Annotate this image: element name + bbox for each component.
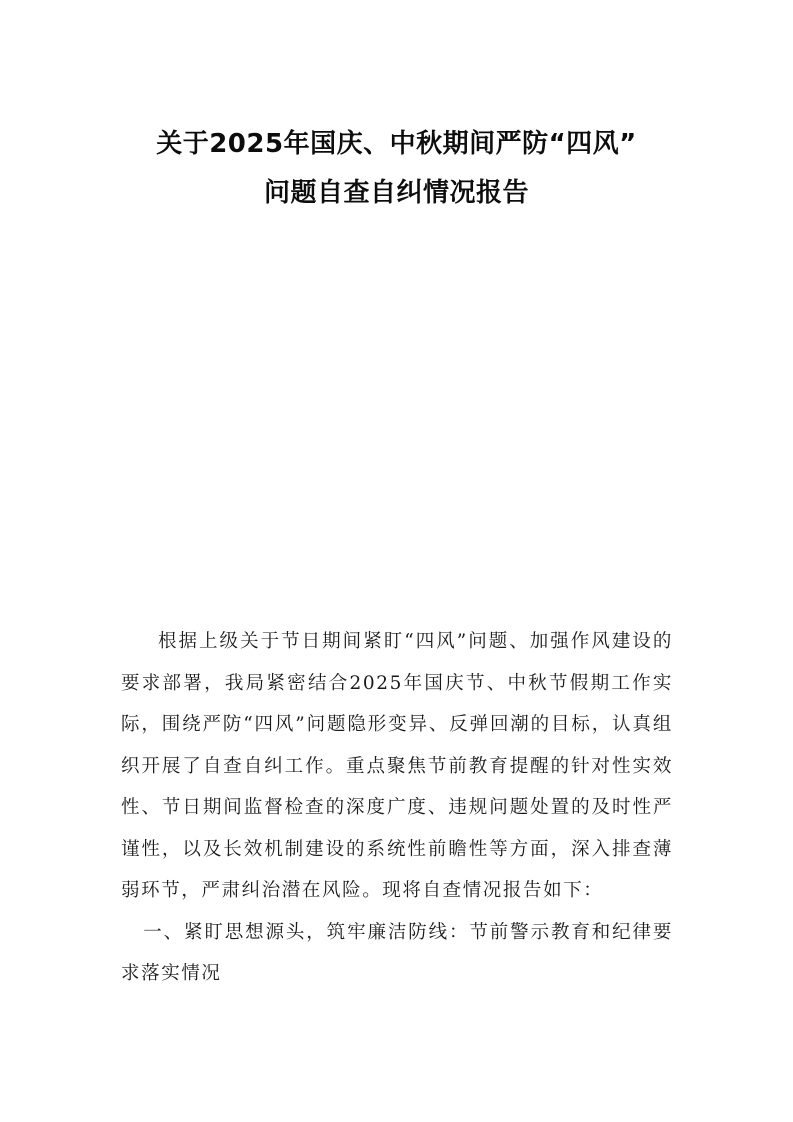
intro-paragraph: 根据上级关于节日期间紧盯“四风”问题、加强作风建设的要求部署，我局紧密结合2025年国庆节、中秋节假期工作实际，围绕严防“四风”问题隐形变异、反弹回潮的目标，认真组织开展了自查自纠工作。重点聚焦节前教育提醒的针对性实效性、节日期间监督检查的深度广度、违规问题处置的及时性严谨性，以及长效机制建设的系统性前瞻性等方面，深入排查薄弱环节，严肃纠治潜在风险。现将自查情况报告如下： <box>121 631 673 901</box>
section-1-heading: 一、紧盯思想源头，筑牢廉洁防线：节前警示教育和纪律要求落实情况 <box>121 921 673 984</box>
document-body <box>121 621 673 995</box>
document-title-line-1: 关于2025年国庆、中秋期间严防“四风” <box>156 129 637 159</box>
document-title-line-2: 问题自查自纠情况报告 <box>263 178 529 208</box>
